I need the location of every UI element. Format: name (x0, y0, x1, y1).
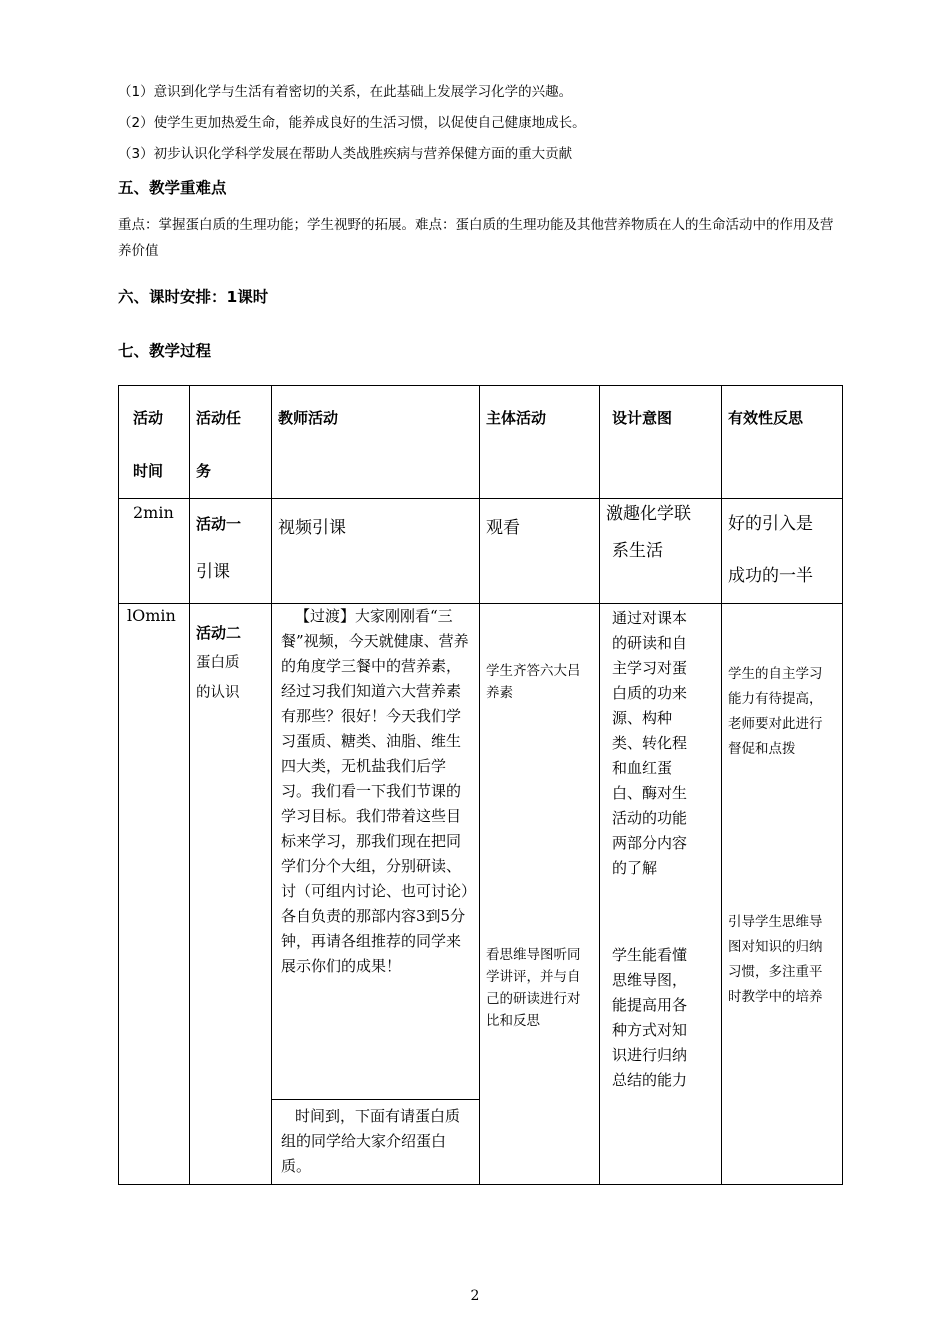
header-task-line2: 务 (196, 462, 212, 480)
header-intent (600, 386, 722, 499)
row2-task-line1: 活动二 (196, 624, 242, 642)
row1-task-line1: 活动一 (196, 515, 242, 533)
section5-heading: 五、教学重难点 (118, 179, 227, 197)
goal-1: （1）意识到化学与生活有着密切的关系，在此基础上发展学习化学的兴趣。 (118, 84, 573, 100)
row2-student-a: 学生齐答六大吕养素 (486, 663, 581, 701)
goal-2: （2）使学生更加热爱生命，能养成良好的生活习惯，以促使自己健康地成长。 (118, 115, 586, 131)
row1-reflection-line2: 成功的一半 (728, 566, 813, 586)
row1-task (190, 499, 272, 604)
header-time-line2: 时间 (133, 462, 164, 480)
row2-reflection-a: 学生的自主学习能力有待提高，老师要对此进行督促和点拨 (728, 666, 823, 757)
row1-intent-line2: 系生活 (612, 541, 663, 561)
row1-intent-line1: 激趣化学联 (606, 504, 691, 524)
row2-teacher-main: 【过渡】大家刚刚看“三餐”视频，今天就健康、营养的角度学三餐中的营养素，经过习我们知道六大营养素有那些？很好！今天我们学习蛋质、糖类、油脂、维生四大类，无机盐我们后学习。我们看一下我们节课的学习目标。我们带着这些目标来学习，那我们现在把同学们分个大组，分别研读、讨（可组内讨论、也可讨论）各自负责的那部内容3到5分钟，再请各组推荐的同学来展示你们的成果！ (281, 607, 469, 975)
table-row (119, 499, 843, 604)
header-intent-label: 设计意图 (612, 409, 673, 427)
row2-intent-b: 学生能看懂思维导图，能提高用各种方式对知识进行归纳总结的能力 (612, 946, 688, 1089)
row2-teacher-end: 时间到，下面有请蛋白质组的同学给大家介绍蛋白质。 (281, 1107, 461, 1175)
header-teacher-label: 教师活动 (278, 409, 339, 427)
row2-teacher (272, 604, 480, 1185)
row2-student-b: 看思维导图听同学讲评，并与自己的研读进行对比和反思 (486, 947, 581, 1029)
section5-text: 重点：掌握蛋白质的生理功能；学生视野的拓展。难点：蛋白质的生理功能及其他营养物质在人的生命活动中的作用及营养价值 (118, 217, 834, 259)
row1-reflection-line1: 好的引入是 (728, 514, 813, 534)
row2-time-value: lOmin (127, 606, 176, 625)
page-number: 2 (470, 1288, 480, 1304)
row2-reflection (722, 604, 843, 1185)
goal-3: （3）初步认识化学科学发展在帮助人类战胜疾病与营养保健方面的重大贡献 (118, 146, 573, 162)
teaching-process-table (118, 385, 843, 1185)
header-time (119, 386, 190, 499)
table-row (119, 604, 843, 1185)
section7-heading: 七、教学过程 (118, 342, 212, 360)
row1-time-value: 2min (133, 503, 174, 522)
table-header-row (119, 386, 843, 499)
header-reflection (722, 386, 843, 499)
row1-student-text: 观看 (486, 518, 520, 538)
section6-heading: 六、课时安排：1课时 (118, 288, 269, 306)
header-student-label: 主体活动 (486, 409, 547, 427)
header-reflection-label: 有效性反思 (728, 409, 804, 427)
row2-task (190, 604, 272, 1185)
row1-teacher (272, 499, 480, 604)
row2-task-line3: 的认识 (196, 685, 240, 701)
row2-intent-a: 通过对课本的研读和自主学习对蛋白质的功来源、构种类、转化程和血红蛋白、酶对生活动的功能两部分内容的了解 (612, 609, 688, 877)
row2-task-line2: 蛋白质 (196, 655, 240, 671)
row2-student (480, 604, 600, 1185)
row2-time (119, 604, 190, 1185)
row1-time (119, 499, 190, 604)
header-teacher (272, 386, 480, 499)
row1-student (480, 499, 600, 604)
header-student (480, 386, 600, 499)
header-task (190, 386, 272, 499)
row1-task-line2: 引课 (196, 562, 230, 582)
header-task-line1: 活动任 (196, 409, 242, 427)
row2-intent (600, 604, 722, 1185)
row2-reflection-b: 引导学生思维导图对知识的归纳习惯，多注重平时教学中的培养 (728, 914, 823, 1005)
row1-reflection (722, 499, 843, 604)
row1-teacher-text: 视频引课 (278, 518, 346, 538)
row1-intent (600, 499, 722, 604)
header-time-line1: 活动 (133, 409, 164, 427)
